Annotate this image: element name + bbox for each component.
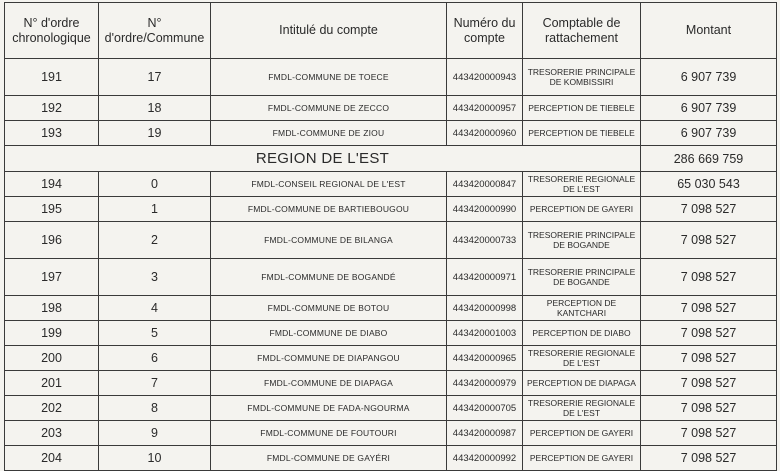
cell-numero: 443420000971 bbox=[447, 259, 523, 296]
cell-commune: 0 bbox=[99, 172, 211, 197]
cell-numero: 443420000998 bbox=[447, 296, 523, 321]
cell-comptable: TRESORERIE REGIONALE DE L'EST bbox=[523, 346, 641, 371]
cell-chrono: 193 bbox=[5, 121, 99, 146]
region-montant: 286 669 759 bbox=[641, 146, 777, 172]
cell-chrono: 204 bbox=[5, 446, 99, 471]
table-row bbox=[5, 396, 777, 421]
cell-chrono: 203 bbox=[5, 421, 99, 446]
cell-commune: 10 bbox=[99, 446, 211, 471]
cell-intitule: FMDL-COMMUNE DE BILANGA bbox=[211, 222, 447, 259]
cell-montant: 7 098 527 bbox=[641, 321, 777, 346]
header-ordre-commune: N° d'ordre/Commune bbox=[99, 3, 211, 59]
table-row bbox=[5, 296, 777, 321]
cell-intitule: FMDL-COMMUNE DE GAYÉRI bbox=[211, 446, 447, 471]
cell-comptable: PERCEPTION DE GAYERI bbox=[523, 446, 641, 471]
cell-intitule: FMDL-COMMUNE DE FADA-NGOURMA bbox=[211, 396, 447, 421]
cell-comptable: PERCEPTION DE TIEBELE bbox=[523, 96, 641, 121]
cell-intitule: FMDL-COMMUNE DE TOECE bbox=[211, 59, 447, 96]
table-row bbox=[5, 197, 777, 222]
cell-montant: 6 907 739 bbox=[641, 121, 777, 146]
cell-montant: 7 098 527 bbox=[641, 197, 777, 222]
cell-commune: 2 bbox=[99, 222, 211, 259]
cell-intitule: FMDL-COMMUNE DE ZIOU bbox=[211, 121, 447, 146]
table-row bbox=[5, 421, 777, 446]
cell-chrono: 198 bbox=[5, 296, 99, 321]
cell-numero: 443420001003 bbox=[447, 321, 523, 346]
cell-numero: 443420000705 bbox=[447, 396, 523, 421]
cell-intitule: FMDL-COMMUNE DE DIABO bbox=[211, 321, 447, 346]
cell-chrono: 191 bbox=[5, 59, 99, 96]
header-montant: Montant bbox=[641, 3, 777, 59]
cell-commune: 8 bbox=[99, 396, 211, 421]
cell-comptable: PERCEPTION DE GAYERI bbox=[523, 197, 641, 222]
cell-chrono: 196 bbox=[5, 222, 99, 259]
cell-chrono: 202 bbox=[5, 396, 99, 421]
cell-comptable: PERCEPTION DE KANTCHARI bbox=[523, 296, 641, 321]
cell-comptable: PERCEPTION DE TIEBELE bbox=[523, 121, 641, 146]
cell-intitule: FMDL-CONSEIL REGIONAL DE L'EST bbox=[211, 172, 447, 197]
table-row bbox=[5, 346, 777, 371]
cell-chrono: 200 bbox=[5, 346, 99, 371]
header-ordre-chrono: N° d'ordre chronologique bbox=[5, 3, 99, 59]
cell-commune: 3 bbox=[99, 259, 211, 296]
cell-intitule: FMDL-COMMUNE DE BARTIEBOUGOU bbox=[211, 197, 447, 222]
table-row bbox=[5, 321, 777, 346]
cell-montant: 7 098 527 bbox=[641, 346, 777, 371]
cell-intitule: FMDL-COMMUNE DE BOGANDÉ bbox=[211, 259, 447, 296]
cell-numero: 443420000943 bbox=[447, 59, 523, 96]
cell-chrono: 197 bbox=[5, 259, 99, 296]
header-numero: Numéro du compte bbox=[447, 3, 523, 59]
cell-numero: 443420000965 bbox=[447, 346, 523, 371]
accounts-table bbox=[4, 2, 777, 471]
cell-chrono: 192 bbox=[5, 96, 99, 121]
cell-comptable: TRESORERIE PRINCIPALE DE BOGANDE bbox=[523, 222, 641, 259]
cell-comptable: TRESORERIE REGIONALE DE L'EST bbox=[523, 172, 641, 197]
cell-numero: 443420000847 bbox=[447, 172, 523, 197]
region-title: REGION DE L'EST bbox=[5, 146, 641, 172]
cell-comptable: TRESORERIE PRINCIPALE DE BOGANDE bbox=[523, 259, 641, 296]
table-row bbox=[5, 371, 777, 396]
cell-numero: 443420000960 bbox=[447, 121, 523, 146]
header-comptable: Comptable de rattachement bbox=[523, 3, 641, 59]
cell-chrono: 195 bbox=[5, 197, 99, 222]
table-row bbox=[5, 259, 777, 296]
table-header-row bbox=[5, 3, 777, 59]
cell-chrono: 201 bbox=[5, 371, 99, 396]
cell-numero: 443420000979 bbox=[447, 371, 523, 396]
cell-commune: 6 bbox=[99, 346, 211, 371]
cell-montant: 6 907 739 bbox=[641, 59, 777, 96]
cell-montant: 7 098 527 bbox=[641, 446, 777, 471]
cell-montant: 7 098 527 bbox=[641, 421, 777, 446]
cell-commune: 17 bbox=[99, 59, 211, 96]
cell-commune: 5 bbox=[99, 321, 211, 346]
cell-intitule: FMDL-COMMUNE DE FOUTOURI bbox=[211, 421, 447, 446]
table-row bbox=[5, 446, 777, 471]
cell-comptable: TRESORERIE REGIONALE DE L'EST bbox=[523, 396, 641, 421]
cell-intitule: FMDL-COMMUNE DE DIAPAGA bbox=[211, 371, 447, 396]
cell-montant: 7 098 527 bbox=[641, 371, 777, 396]
cell-montant: 7 098 527 bbox=[641, 259, 777, 296]
cell-comptable: PERCEPTION DE DIAPAGA bbox=[523, 371, 641, 396]
cell-numero: 443420000987 bbox=[447, 421, 523, 446]
cell-commune: 1 bbox=[99, 197, 211, 222]
cell-montant: 7 098 527 bbox=[641, 222, 777, 259]
cell-commune: 7 bbox=[99, 371, 211, 396]
cell-montant: 65 030 543 bbox=[641, 172, 777, 197]
cell-chrono: 194 bbox=[5, 172, 99, 197]
cell-chrono: 199 bbox=[5, 321, 99, 346]
cell-commune: 4 bbox=[99, 296, 211, 321]
cell-commune: 9 bbox=[99, 421, 211, 446]
table-row bbox=[5, 172, 777, 197]
cell-numero: 443420000733 bbox=[447, 222, 523, 259]
header-intitule: Intitulé du compte bbox=[211, 3, 447, 59]
cell-comptable: PERCEPTION DE DIABO bbox=[523, 321, 641, 346]
cell-intitule: FMDL-COMMUNE DE DIAPANGOU bbox=[211, 346, 447, 371]
table-row bbox=[5, 59, 777, 96]
cell-commune: 18 bbox=[99, 96, 211, 121]
table-row bbox=[5, 222, 777, 259]
table-row bbox=[5, 96, 777, 121]
cell-numero: 443420000990 bbox=[447, 197, 523, 222]
cell-numero: 443420000992 bbox=[447, 446, 523, 471]
table-row bbox=[5, 121, 777, 146]
cell-montant: 7 098 527 bbox=[641, 296, 777, 321]
cell-comptable: TRESORERIE PRINCIPALE DE KOMBISSIRI bbox=[523, 59, 641, 96]
cell-numero: 443420000957 bbox=[447, 96, 523, 121]
cell-comptable: PERCEPTION DE GAYERI bbox=[523, 421, 641, 446]
cell-intitule: FMDL-COMMUNE DE BOTOU bbox=[211, 296, 447, 321]
cell-commune: 19 bbox=[99, 121, 211, 146]
cell-intitule: FMDL-COMMUNE DE ZECCO bbox=[211, 96, 447, 121]
cell-montant: 6 907 739 bbox=[641, 96, 777, 121]
cell-montant: 7 098 527 bbox=[641, 396, 777, 421]
region-row bbox=[5, 146, 777, 172]
